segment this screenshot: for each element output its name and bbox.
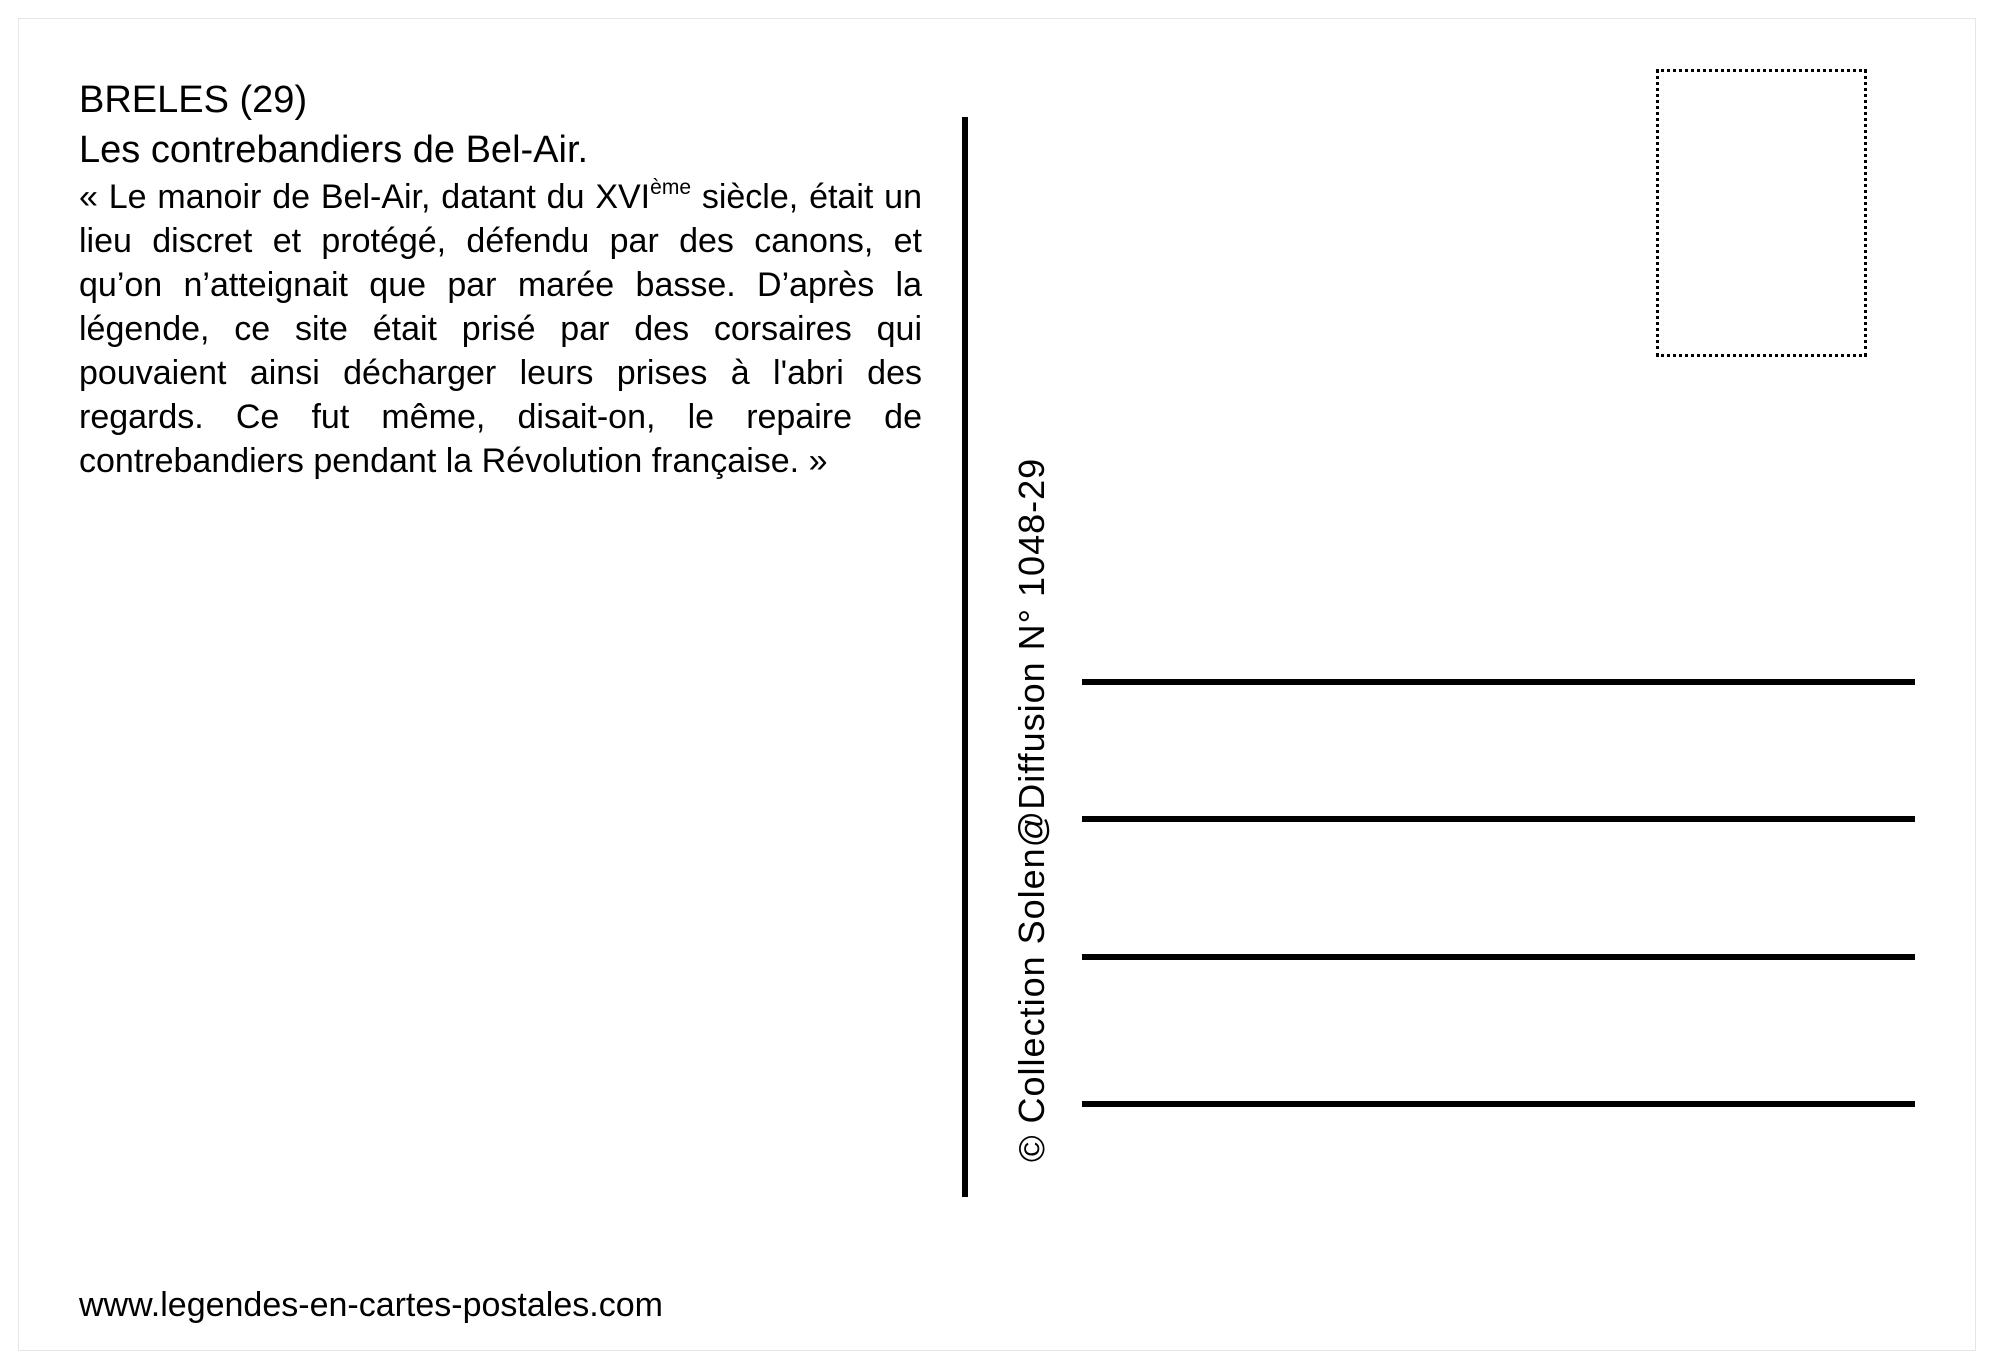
legend-text-part-1: « Le manoir de Bel-Air, datant du XVI [79,178,651,216]
legend-text-superscript: ème [650,176,691,199]
stamp-box [1656,69,1867,357]
address-line-2 [1082,816,1915,822]
website-url: www.legendes-en-cartes-postales.com [79,1286,663,1324]
card-title: BRELES (29) [79,79,308,121]
address-line-1 [1082,679,1915,685]
legend-text-part-2: siècle, était un lieu discret et protégé, défendu par des canons, et qu’on n’atteignait que par marée basse. D’après la légende, ce site était prisé par des corsaires qui pouvaient ainsi décharger leurs prises à l'abri des regards. Ce fut même, disait-on, le repaire de contrebandiers pendant la Révolution française. » [79,178,922,480]
copyright-notice: © Collection Solen@Diffusion N° 1048-29 [1011,457,1052,1162]
address-line-3 [1082,954,1915,960]
address-line-4 [1082,1101,1915,1107]
vertical-divider [962,117,968,1197]
card-subtitle: Les contrebandiers de Bel-Air. [79,129,589,171]
legend-text [79,175,922,483]
